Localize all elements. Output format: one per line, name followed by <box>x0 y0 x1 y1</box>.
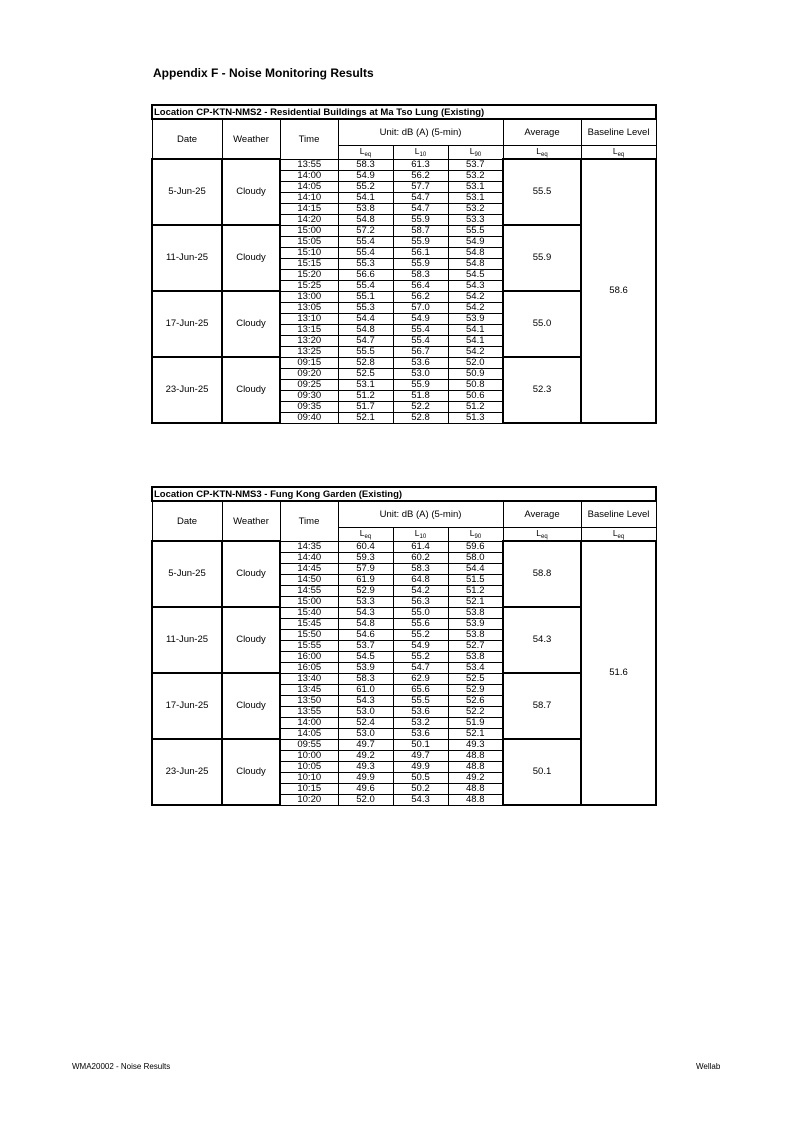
l90-cell: 52.2 <box>448 706 503 717</box>
l90-cell: 51.5 <box>448 574 503 585</box>
l90-cell: 54.2 <box>448 302 503 313</box>
l10-cell: 55.4 <box>393 335 448 346</box>
date-cell: 5-Jun-25 <box>152 541 222 607</box>
header-baseline-l-eq <box>581 528 656 542</box>
leq-cell: 57.9 <box>338 563 393 574</box>
l10-cell: 53.6 <box>393 357 448 368</box>
time-cell: 13:05 <box>280 302 338 313</box>
l10-cell: 50.2 <box>393 783 448 794</box>
l10-cell: 58.3 <box>393 269 448 280</box>
header-l-eq-subscript: eq <box>364 534 372 541</box>
time-cell: 10:00 <box>280 750 338 761</box>
table-title: Location CP-KTN-NMS2 - Residential Buildings at Ma Tso Lung (Existing) <box>152 105 656 119</box>
weather-cell: Cloudy <box>222 291 280 357</box>
leq-cell: 53.1 <box>338 379 393 390</box>
date-cell: 17-Jun-25 <box>152 291 222 357</box>
time-cell: 14:15 <box>280 203 338 214</box>
time-cell: 13:15 <box>280 324 338 335</box>
l10-cell: 62.9 <box>393 673 448 684</box>
header-baseline-l-eq <box>581 146 656 160</box>
table-title-row <box>152 105 656 119</box>
time-cell: 09:15 <box>280 357 338 368</box>
l10-cell: 51.8 <box>393 390 448 401</box>
header-l-10-subscript: 10 <box>419 534 427 541</box>
l90-cell: 53.1 <box>448 192 503 203</box>
time-cell: 15:50 <box>280 629 338 640</box>
table-row <box>152 225 656 236</box>
l90-cell: 53.9 <box>448 313 503 324</box>
leq-cell: 54.4 <box>338 313 393 324</box>
l10-cell: 54.9 <box>393 640 448 651</box>
l90-cell: 53.7 <box>448 159 503 170</box>
l90-cell: 51.3 <box>448 412 503 423</box>
time-cell: 13:10 <box>280 313 338 324</box>
l90-cell: 54.2 <box>448 291 503 302</box>
table-row <box>152 607 656 618</box>
l10-cell: 60.2 <box>393 552 448 563</box>
l10-cell: 55.5 <box>393 695 448 706</box>
l10-cell: 61.3 <box>393 159 448 170</box>
time-cell: 16:05 <box>280 662 338 673</box>
leq-cell: 55.2 <box>338 181 393 192</box>
l10-cell: 57.0 <box>393 302 448 313</box>
table-row <box>152 159 656 170</box>
leq-cell: 53.3 <box>338 596 393 607</box>
l10-cell: 53.2 <box>393 717 448 728</box>
time-cell: 15:20 <box>280 269 338 280</box>
l90-cell: 59.6 <box>448 541 503 552</box>
header-unit: Unit: dB (A) (5-min) <box>338 501 503 528</box>
l90-cell: 52.9 <box>448 684 503 695</box>
leq-cell: 52.4 <box>338 717 393 728</box>
l10-cell: 57.7 <box>393 181 448 192</box>
l90-cell: 52.6 <box>448 695 503 706</box>
l90-cell: 52.7 <box>448 640 503 651</box>
l10-cell: 49.9 <box>393 761 448 772</box>
leq-cell: 58.3 <box>338 159 393 170</box>
l90-cell: 50.6 <box>448 390 503 401</box>
leq-cell: 57.2 <box>338 225 393 236</box>
header-average-l-eq <box>503 528 581 542</box>
leq-cell: 55.1 <box>338 291 393 302</box>
time-cell: 09:20 <box>280 368 338 379</box>
header-average: Average <box>503 119 581 146</box>
l90-cell: 54.9 <box>448 236 503 247</box>
footer-document-id: WMA20002 - Noise Results <box>72 1062 171 1071</box>
l10-cell: 50.1 <box>393 739 448 750</box>
header-l-eq <box>338 146 393 160</box>
time-cell: 10:10 <box>280 772 338 783</box>
l90-cell: 48.8 <box>448 761 503 772</box>
time-cell: 09:25 <box>280 379 338 390</box>
leq-cell: 58.3 <box>338 673 393 684</box>
time-cell: 15:55 <box>280 640 338 651</box>
l10-cell: 64.8 <box>393 574 448 585</box>
l90-cell: 53.8 <box>448 607 503 618</box>
leq-cell: 49.3 <box>338 761 393 772</box>
l10-cell: 58.7 <box>393 225 448 236</box>
time-cell: 09:40 <box>280 412 338 423</box>
header-l-10-symbol: L <box>414 146 420 157</box>
l10-cell: 55.4 <box>393 324 448 335</box>
header-l-90 <box>448 146 503 160</box>
time-cell: 14:10 <box>280 192 338 203</box>
time-cell: 13:20 <box>280 335 338 346</box>
l90-cell: 52.5 <box>448 673 503 684</box>
average-cell: 54.3 <box>503 607 581 673</box>
baseline-cell: 58.6 <box>581 159 656 423</box>
date-cell: 5-Jun-25 <box>152 159 222 225</box>
l90-cell: 48.8 <box>448 783 503 794</box>
l10-cell: 53.6 <box>393 728 448 739</box>
header-average: Average <box>503 501 581 528</box>
header-l-eq-symbol: L <box>359 528 365 539</box>
l10-cell: 53.0 <box>393 368 448 379</box>
l10-cell: 54.7 <box>393 203 448 214</box>
leq-cell: 55.4 <box>338 247 393 258</box>
leq-cell: 51.7 <box>338 401 393 412</box>
l90-cell: 54.1 <box>448 335 503 346</box>
average-cell: 55.5 <box>503 159 581 225</box>
time-cell: 09:35 <box>280 401 338 412</box>
l90-cell: 53.1 <box>448 181 503 192</box>
table-title-row <box>152 487 656 501</box>
time-cell: 10:20 <box>280 794 338 805</box>
l10-cell: 52.2 <box>393 401 448 412</box>
l90-cell: 50.8 <box>448 379 503 390</box>
l90-cell: 51.2 <box>448 585 503 596</box>
leq-cell: 60.4 <box>338 541 393 552</box>
header-l-90-symbol: L <box>469 528 475 539</box>
l90-cell: 54.8 <box>448 247 503 258</box>
l10-cell: 54.3 <box>393 794 448 805</box>
l90-cell: 53.4 <box>448 662 503 673</box>
header-l-10-symbol: L <box>414 528 420 539</box>
l10-cell: 52.8 <box>393 412 448 423</box>
baseline-cell: 51.6 <box>581 541 656 805</box>
header-l-90-subscript: 90 <box>474 534 482 541</box>
l90-cell: 55.5 <box>448 225 503 236</box>
time-cell: 14:00 <box>280 717 338 728</box>
leq-cell: 54.9 <box>338 170 393 181</box>
l90-cell: 49.3 <box>448 739 503 750</box>
leq-cell: 52.9 <box>338 585 393 596</box>
average-cell: 58.7 <box>503 673 581 739</box>
time-cell: 13:40 <box>280 673 338 684</box>
header-average-l-eq-subscript: eq <box>541 534 548 540</box>
leq-cell: 53.9 <box>338 662 393 673</box>
header-average-l-eq-symbol: L <box>536 146 542 156</box>
header-baseline-l-eq-subscript: eq <box>617 152 625 158</box>
time-cell: 15:45 <box>280 618 338 629</box>
leq-cell: 52.5 <box>338 368 393 379</box>
l10-cell: 56.4 <box>393 280 448 291</box>
date-cell: 23-Jun-25 <box>152 357 222 423</box>
leq-cell: 55.3 <box>338 302 393 313</box>
weather-cell: Cloudy <box>222 357 280 423</box>
time-cell: 14:00 <box>280 170 338 181</box>
time-cell: 15:10 <box>280 247 338 258</box>
time-cell: 09:30 <box>280 390 338 401</box>
l10-cell: 56.2 <box>393 291 448 302</box>
header-l-10 <box>393 146 448 160</box>
average-cell: 58.8 <box>503 541 581 607</box>
l90-cell: 53.8 <box>448 651 503 662</box>
leq-cell: 53.0 <box>338 706 393 717</box>
l10-cell: 50.5 <box>393 772 448 783</box>
time-cell: 10:05 <box>280 761 338 772</box>
l10-cell: 49.7 <box>393 750 448 761</box>
average-cell: 55.9 <box>503 225 581 291</box>
table-row <box>152 357 656 368</box>
header-average-l-eq-subscript: eq <box>541 152 548 158</box>
leq-cell: 49.7 <box>338 739 393 750</box>
time-cell: 15:40 <box>280 607 338 618</box>
leq-cell: 51.2 <box>338 390 393 401</box>
average-cell: 55.0 <box>503 291 581 357</box>
header-average-l-eq <box>503 146 581 160</box>
time-cell: 14:05 <box>280 181 338 192</box>
header-time: Time <box>280 501 338 541</box>
l10-cell: 55.0 <box>393 607 448 618</box>
header-date: Date <box>152 501 222 541</box>
header-unit: Unit: dB (A) (5-min) <box>338 119 503 146</box>
l10-cell: 56.1 <box>393 247 448 258</box>
table-title: Location CP-KTN-NMS3 - Fung Kong Garden (Existing) <box>152 487 656 501</box>
time-cell: 15:15 <box>280 258 338 269</box>
time-cell: 15:05 <box>280 236 338 247</box>
header-l-90 <box>448 528 503 542</box>
table-row <box>152 291 656 302</box>
l90-cell: 54.1 <box>448 324 503 335</box>
noise-table-nms2 <box>151 104 657 424</box>
leq-cell: 52.8 <box>338 357 393 368</box>
header-baseline: Baseline Level <box>581 501 656 528</box>
time-cell: 13:00 <box>280 291 338 302</box>
leq-cell: 53.7 <box>338 640 393 651</box>
header-l-eq-symbol: L <box>359 146 365 157</box>
header-baseline: Baseline Level <box>581 119 656 146</box>
header-row <box>152 119 656 146</box>
l10-cell: 55.2 <box>393 651 448 662</box>
leq-cell: 54.3 <box>338 607 393 618</box>
leq-cell: 49.9 <box>338 772 393 783</box>
leq-cell: 61.9 <box>338 574 393 585</box>
weather-cell: Cloudy <box>222 225 280 291</box>
header-baseline-l-eq-symbol: L <box>612 528 618 538</box>
weather-cell: Cloudy <box>222 541 280 607</box>
header-weather: Weather <box>222 119 280 159</box>
l90-cell: 58.0 <box>448 552 503 563</box>
l90-cell: 53.2 <box>448 170 503 181</box>
leq-cell: 54.8 <box>338 214 393 225</box>
l90-cell: 52.1 <box>448 596 503 607</box>
date-cell: 17-Jun-25 <box>152 673 222 739</box>
l90-cell: 54.8 <box>448 258 503 269</box>
l90-cell: 53.9 <box>448 618 503 629</box>
l90-cell: 53.8 <box>448 629 503 640</box>
l90-cell: 48.8 <box>448 794 503 805</box>
l10-cell: 56.3 <box>393 596 448 607</box>
table-row <box>152 739 656 750</box>
time-cell: 09:55 <box>280 739 338 750</box>
leq-cell: 54.5 <box>338 651 393 662</box>
time-cell: 14:45 <box>280 563 338 574</box>
leq-cell: 49.2 <box>338 750 393 761</box>
date-cell: 11-Jun-25 <box>152 607 222 673</box>
l10-cell: 55.9 <box>393 258 448 269</box>
l90-cell: 54.4 <box>448 563 503 574</box>
l90-cell: 48.8 <box>448 750 503 761</box>
time-cell: 15:00 <box>280 225 338 236</box>
header-l-10-subscript: 10 <box>419 152 427 159</box>
leq-cell: 56.6 <box>338 269 393 280</box>
time-cell: 14:35 <box>280 541 338 552</box>
l90-cell: 52.0 <box>448 357 503 368</box>
leq-cell: 53.0 <box>338 728 393 739</box>
l10-cell: 56.7 <box>393 346 448 357</box>
time-cell: 15:25 <box>280 280 338 291</box>
date-cell: 23-Jun-25 <box>152 739 222 805</box>
leq-cell: 54.7 <box>338 335 393 346</box>
l90-cell: 49.2 <box>448 772 503 783</box>
l90-cell: 54.2 <box>448 346 503 357</box>
leq-cell: 59.3 <box>338 552 393 563</box>
l10-cell: 53.6 <box>393 706 448 717</box>
time-cell: 14:05 <box>280 728 338 739</box>
leq-cell: 54.6 <box>338 629 393 640</box>
header-row <box>152 501 656 528</box>
leq-cell: 54.3 <box>338 695 393 706</box>
time-cell: 16:00 <box>280 651 338 662</box>
l10-cell: 55.6 <box>393 618 448 629</box>
leq-cell: 54.8 <box>338 324 393 335</box>
time-cell: 10:15 <box>280 783 338 794</box>
header-weather: Weather <box>222 501 280 541</box>
l90-cell: 53.2 <box>448 203 503 214</box>
page-heading: Appendix F - Noise Monitoring Results <box>153 66 374 80</box>
leq-cell: 53.8 <box>338 203 393 214</box>
header-date: Date <box>152 119 222 159</box>
weather-cell: Cloudy <box>222 607 280 673</box>
l90-cell: 54.5 <box>448 269 503 280</box>
l10-cell: 54.9 <box>393 313 448 324</box>
header-l-90-subscript: 90 <box>474 152 482 159</box>
l10-cell: 58.3 <box>393 563 448 574</box>
table-row <box>152 541 656 552</box>
l10-cell: 55.2 <box>393 629 448 640</box>
l10-cell: 54.2 <box>393 585 448 596</box>
l10-cell: 55.9 <box>393 236 448 247</box>
time-cell: 14:50 <box>280 574 338 585</box>
header-baseline-l-eq-subscript: eq <box>617 534 625 540</box>
footer-company: Wellab <box>696 1062 721 1071</box>
l10-cell: 61.4 <box>393 541 448 552</box>
leq-cell: 55.4 <box>338 236 393 247</box>
header-l-90-symbol: L <box>469 146 475 157</box>
header-time: Time <box>280 119 338 159</box>
average-cell: 50.1 <box>503 739 581 805</box>
average-cell: 52.3 <box>503 357 581 423</box>
time-cell: 14:40 <box>280 552 338 563</box>
l90-cell: 54.3 <box>448 280 503 291</box>
leq-cell: 52.0 <box>338 794 393 805</box>
time-cell: 13:25 <box>280 346 338 357</box>
leq-cell: 54.1 <box>338 192 393 203</box>
l90-cell: 51.9 <box>448 717 503 728</box>
time-cell: 14:55 <box>280 585 338 596</box>
leq-cell: 55.5 <box>338 346 393 357</box>
l10-cell: 55.9 <box>393 214 448 225</box>
time-cell: 13:55 <box>280 706 338 717</box>
l10-cell: 65.6 <box>393 684 448 695</box>
header-l-10 <box>393 528 448 542</box>
leq-cell: 49.6 <box>338 783 393 794</box>
leq-cell: 61.0 <box>338 684 393 695</box>
l90-cell: 53.3 <box>448 214 503 225</box>
table-row <box>152 673 656 684</box>
l90-cell: 50.9 <box>448 368 503 379</box>
l90-cell: 52.1 <box>448 728 503 739</box>
l10-cell: 54.7 <box>393 192 448 203</box>
header-average-l-eq-symbol: L <box>536 528 542 538</box>
weather-cell: Cloudy <box>222 673 280 739</box>
time-cell: 13:55 <box>280 159 338 170</box>
weather-cell: Cloudy <box>222 739 280 805</box>
l10-cell: 56.2 <box>393 170 448 181</box>
l10-cell: 54.7 <box>393 662 448 673</box>
time-cell: 14:20 <box>280 214 338 225</box>
leq-cell: 52.1 <box>338 412 393 423</box>
l10-cell: 55.9 <box>393 379 448 390</box>
leq-cell: 55.4 <box>338 280 393 291</box>
date-cell: 11-Jun-25 <box>152 225 222 291</box>
leq-cell: 55.3 <box>338 258 393 269</box>
time-cell: 15:00 <box>280 596 338 607</box>
l90-cell: 51.2 <box>448 401 503 412</box>
time-cell: 13:45 <box>280 684 338 695</box>
header-baseline-l-eq-symbol: L <box>612 146 618 156</box>
leq-cell: 54.8 <box>338 618 393 629</box>
time-cell: 13:50 <box>280 695 338 706</box>
header-l-eq <box>338 528 393 542</box>
noise-table-nms3 <box>151 486 657 806</box>
header-l-eq-subscript: eq <box>364 152 372 159</box>
weather-cell: Cloudy <box>222 159 280 225</box>
